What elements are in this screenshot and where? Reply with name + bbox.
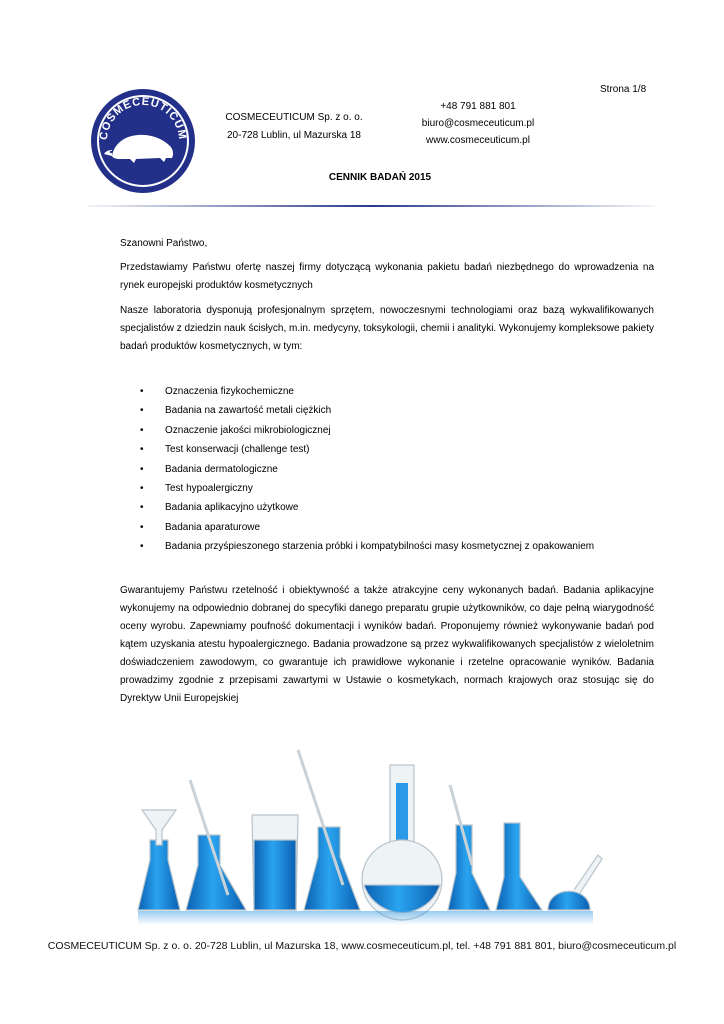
list-item: • Test hypoalergiczny (140, 482, 253, 494)
services-list (140, 382, 660, 557)
list-item: • Badania przyśpieszonego starzenia próbki i kompatybilności masy kosmetycznej z opakowaniem (140, 541, 595, 553)
contact-info (408, 98, 548, 149)
conical-flask-icon (298, 750, 360, 910)
page-number: Strona 1/8 (600, 84, 647, 95)
erlenmeyer-flask-icon (186, 780, 246, 910)
funnel-flask-icon (138, 810, 180, 910)
logo-text: COSMECEUTICUM (97, 95, 189, 141)
greeting: Szanowni Państwo, (120, 238, 208, 249)
reflection (138, 911, 593, 925)
round-bottom-flask-icon (362, 765, 442, 920)
list-item: • Test konserwacji (challenge test) (140, 444, 310, 456)
list-item: • Badania na zawartość metali ciężkich (140, 405, 332, 417)
laboratory-paragraph: Nasze laboratoria dysponują profesjonalnym sprzętem, nowoczesnymi technologiami oraz bazą wykwalifikowanych specjalistów z dziedzin nauk ścisłych, m.in. medycyny, toksykologii, chemii i analityki. Wykonujemy kompleksowe pakiety badań produktów kosmetycznych, w tym: (120, 305, 654, 352)
footer-contact: COSMECEUTICUM Sp. z o. o. 20-728 Lublin, ul Mazurska 18, www.cosmeceuticum.pl, tel. +48 791 881 801, biuro@cosmeceuticum.pl (47, 940, 677, 952)
guarantee-paragraph: Gwarantujemy Państwu rzetelność i obiektywność a także atrakcyjne ceny wykonanych badań. Badania aplikacyjne wykonujemy na odpowiednio dobranej do specyfiki danego preparatu grupie użytkowników, co daje pełną wiarygodność oceny wyrobu. Zapewniamy poufność dokumentacji i wyników badań. Proponujemy również wykonywanie badań pod kątem uzyskania atestu hypoalergicznego. Badania prowadzone są przez wykwalifikowanych specjalistów z wieloletnim doświadczeniem zawodowym, co gwarantuje ich prawidłowe wykonanie i rzetelne opracowanie wyników. Badania prowadzimy zgodnie z przepisami zawartymi w Ustawie o kosmetykach, normach krajowych oraz stosując się do Dyrektyw Unii Europejskiej (120, 585, 654, 704)
list-item: • Badania aparaturowe (140, 521, 261, 533)
small-flask-icon (448, 785, 490, 910)
laboratory-glassware-image (128, 745, 608, 925)
phone-number: +48 791 881 801 (440, 101, 516, 112)
email-address: biuro@cosmeceuticum.pl (421, 118, 535, 129)
header-divider (87, 205, 655, 207)
company-address: 20-728 Lublin, ul Mazurska 18 (227, 130, 361, 141)
list-item: • Badania aplikacyjno użytkowe (140, 502, 299, 514)
retort-flask-icon (548, 855, 602, 910)
volumetric-flask-icon (496, 823, 542, 910)
list-item: • Oznaczenie jakości mikrobiologicznej (140, 424, 331, 436)
intro-paragraph: Przedstawiamy Państwu ofertę naszej firmy dotyczącą wykonania pakietu badań niezbędnego do wprowadzenia na rynek europejski produktów kosmetycznych (120, 262, 654, 291)
document-title: CENNIK BADAŃ 2015 (328, 172, 432, 183)
website-url: www.cosmeceuticum.pl (426, 135, 530, 146)
company-info (220, 109, 368, 145)
list-item: • Oznaczenia fizykochemiczne (140, 386, 294, 397)
company-name: COSMECEUTICUM Sp. z o. o. (225, 112, 363, 123)
list-item: • Badania dermatologiczne (140, 463, 278, 475)
company-logo (90, 88, 196, 194)
beaker-icon (252, 815, 298, 910)
